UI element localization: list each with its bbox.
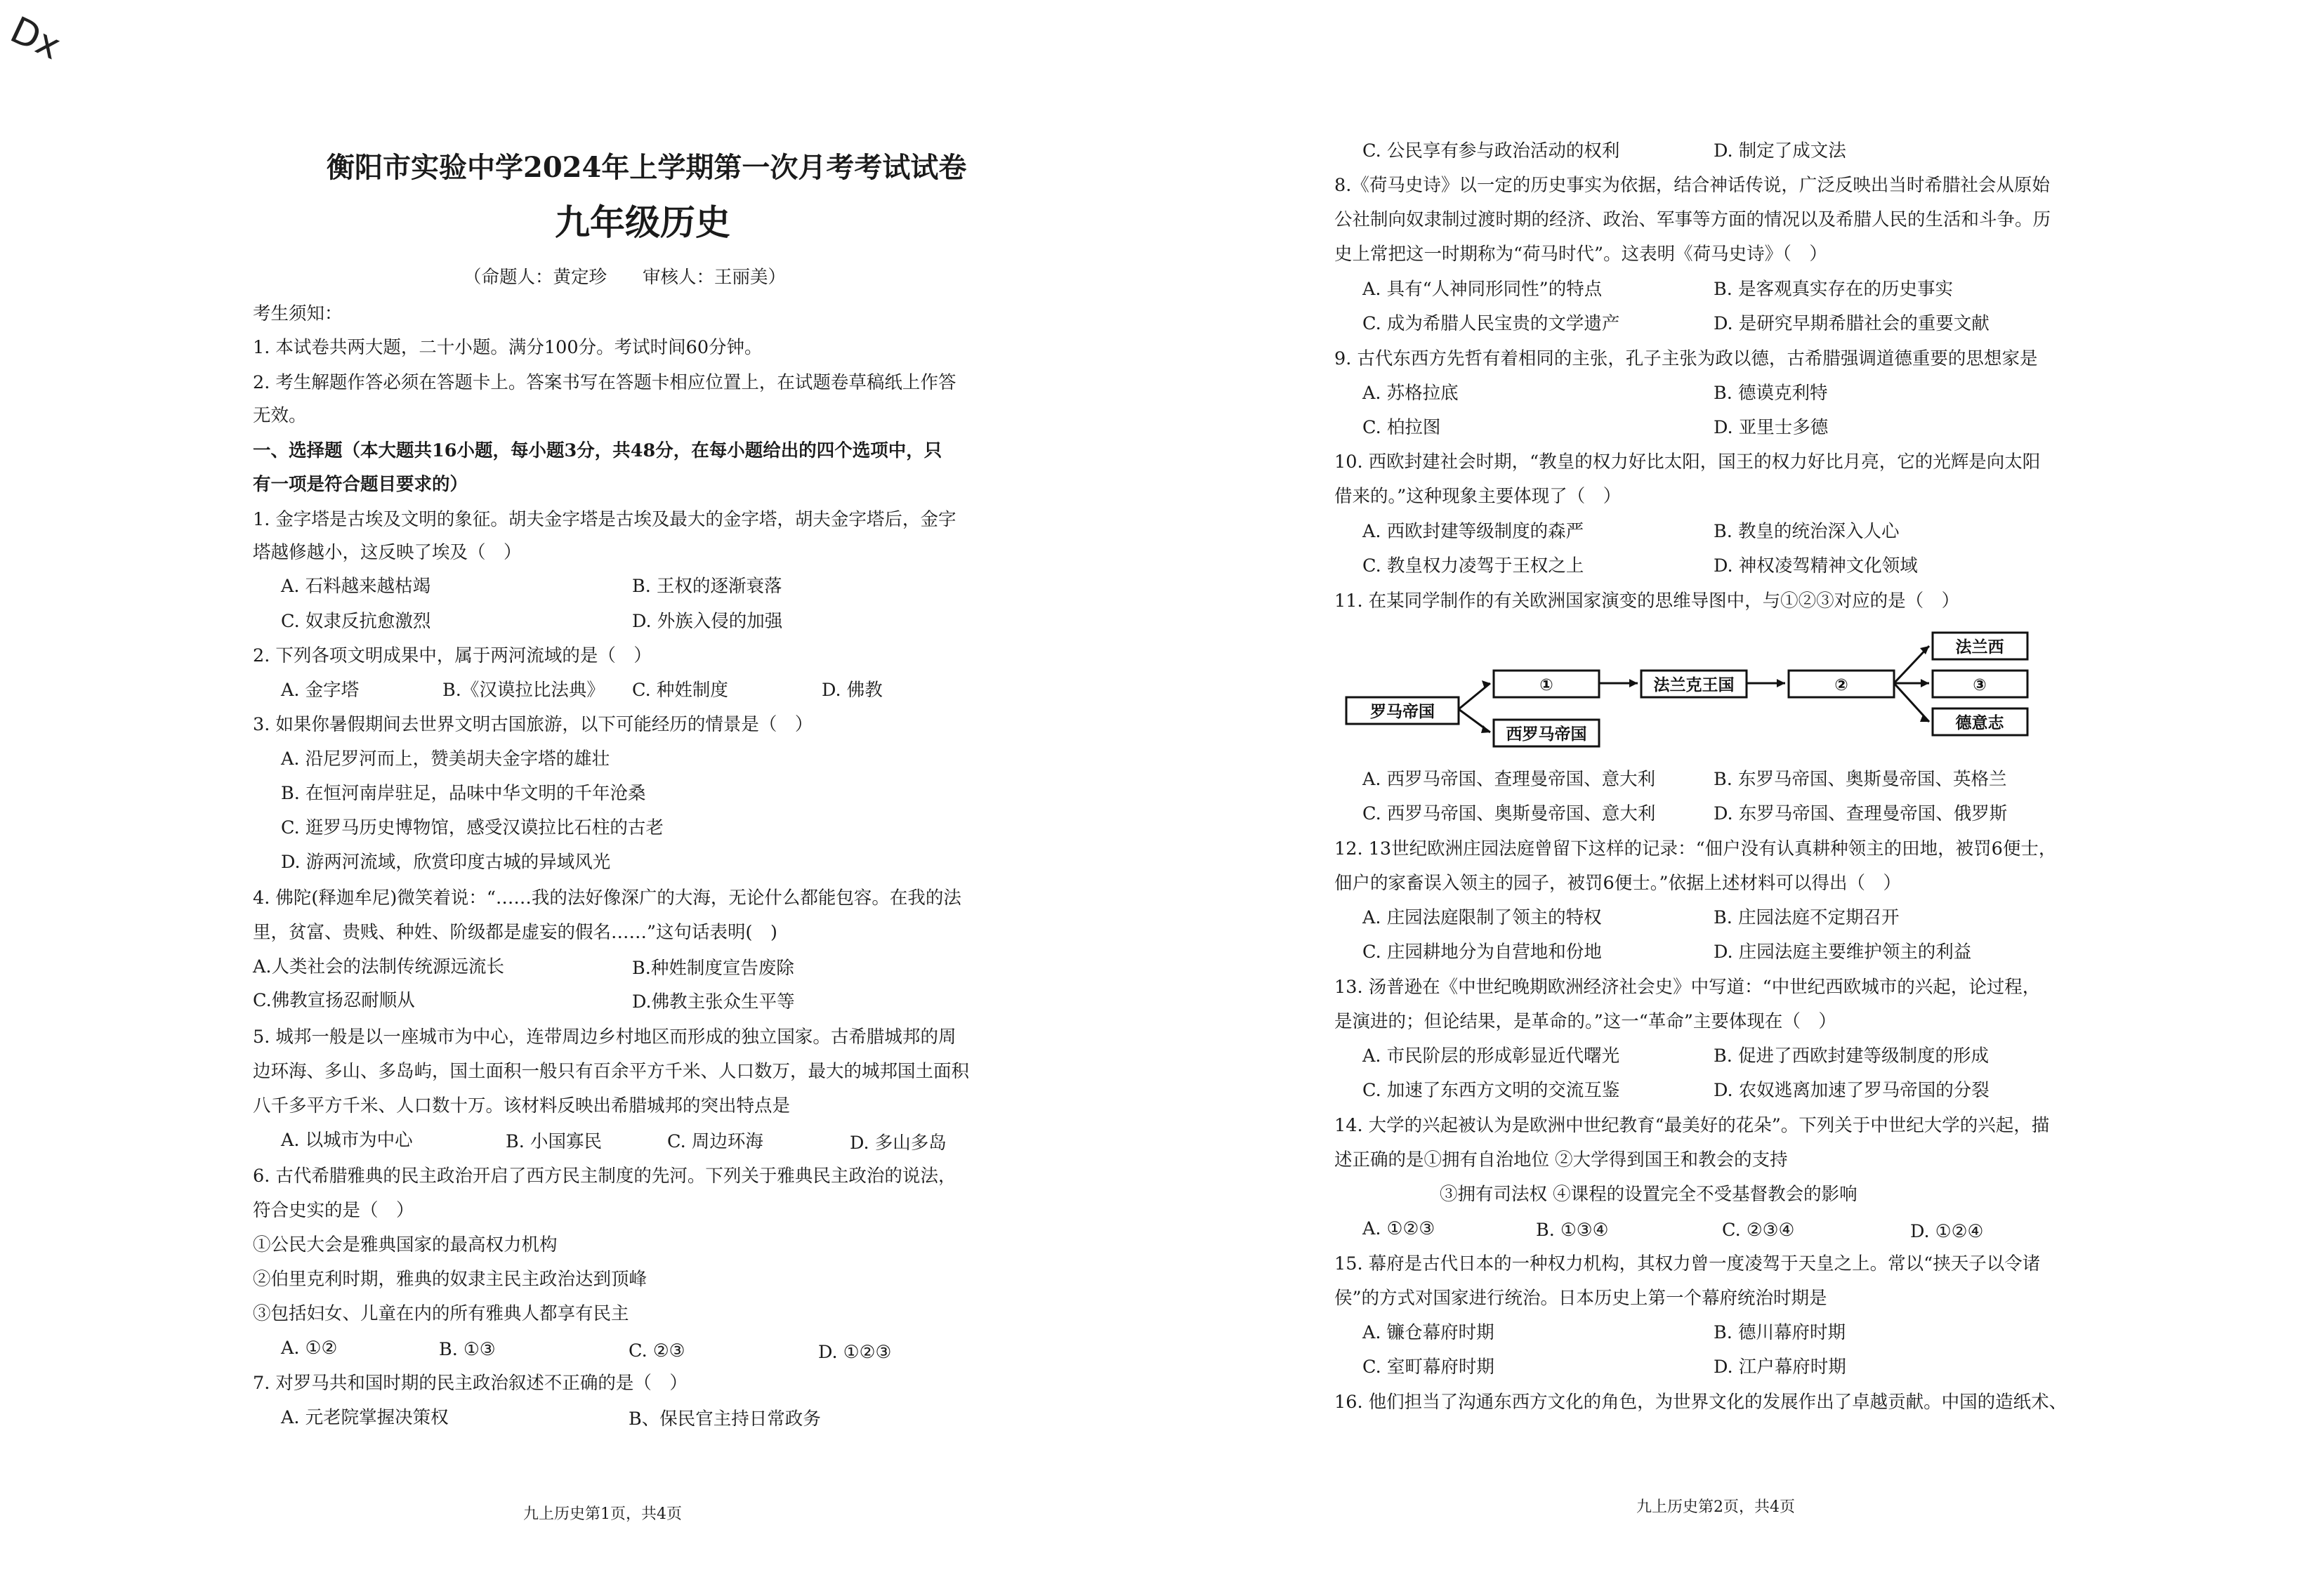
question-15-stem: 15. 幕府是古代日本的一种权力机构，其权力曾一度凌驾于天皇之上。常以“挟天子以令诸 <box>1334 1253 2041 1274</box>
question-5-stem: 八千多平方千米、人口数十万。该材料反映出希腊城邦的突出特点是 <box>253 1095 791 1116</box>
question-4-option-d: D.佛教主张众生平等 <box>632 991 795 1013</box>
map-label-root: 罗马帝国 <box>1370 703 1435 721</box>
question-12-stem: 佃户的家畜误入领主的园子，被罚6便士。”依据上述材料可以得出（ ） <box>1334 873 1902 894</box>
map-label-2: ② <box>1834 676 1848 694</box>
question-7-option-a: A. 元老院掌握决策权 <box>281 1407 449 1428</box>
question-8-option-b: B. 是客观真实存在的历史事实 <box>1714 279 1953 300</box>
question-14-option-c: C. ②③④ <box>1722 1220 1795 1241</box>
map-label-germany: 德意志 <box>1955 714 2004 732</box>
question-6-option-b: B. ①③ <box>439 1339 496 1360</box>
question-6-stem: 符合史实的是（ ） <box>253 1200 414 1221</box>
map-label-frank: 法兰克王国 <box>1653 676 1735 694</box>
question-1-stem: 塔越修越小，这反映了埃及（ ） <box>253 542 522 563</box>
question-3-stem: 3. 如果你暑假期间去世界文明古国旅游，以下可能经历的情景是（ ） <box>253 714 813 735</box>
question-12-stem: 12. 13世纪欧洲庄园法庭曾留下这样的记录：“佃户没有认真耕种领主的田地，被罚6便士， <box>1334 838 2057 859</box>
corner-pen-mark: Dx <box>4 8 67 69</box>
question-13-option-d: D. 农奴逃离加速了罗马帝国的分裂 <box>1714 1080 1990 1101</box>
question-6-stem: 6. 古代希腊雅典的民主政治开启了西方民主制度的先河。下列关于雅典民主政治的说法， <box>253 1166 956 1187</box>
question-14-stem: 述正确的是①拥有自治地位 ②大学得到国王和教会的支持 <box>1334 1149 1788 1170</box>
section-heading: 一、选择题（本大题共16小题，每小题3分，共48分，在每小题给出的四个选项中，只 <box>253 440 942 461</box>
question-1-stem: 1. 金字塔是古埃及文明的象征。胡夫金字塔是古埃及最大的金字塔，胡夫金字塔后，金字 <box>253 509 956 530</box>
question-13-option-b: B. 促进了西欧封建等级制度的形成 <box>1714 1046 1989 1067</box>
question-5-stem: 边环海、多山、多岛屿，国土面积一般只有百余平方千米、人口数万，最大的城邦国土面积 <box>253 1061 970 1082</box>
question-14-stem: ③拥有司法权 ④课程的设置完全不受基督教会的影响 <box>1440 1184 1858 1205</box>
question-15-option-a: A. 镰仓幕府时期 <box>1362 1322 1494 1343</box>
question-11-option-c: C. 西罗马帝国、奥斯曼帝国、意大利 <box>1362 803 1656 824</box>
notice-line: 1. 本试卷共两大题，二十小题。满分100分。考试时间60分钟。 <box>253 337 763 358</box>
question-15-option-c: C. 室町幕府时期 <box>1362 1357 1494 1378</box>
question-4-option-b: B.种姓制度宣告废除 <box>632 958 794 979</box>
question-13-stem: 13. 汤普逊在《中世纪晚期欧洲经济社会史》中写道：“中世纪西欧城市的兴起，论过程， <box>1334 977 2041 998</box>
question-2-option-c: C. 种姓制度 <box>632 680 728 701</box>
map-label-west: 西罗马帝国 <box>1506 725 1587 744</box>
exam-authors: （命题人：黄定珍 审核人：王丽美） <box>463 267 787 288</box>
question-9-stem: 9. 古代东西方先哲有着相同的主张，孔子主张为政以德，古希腊强调道德重要的思想家是 <box>1334 348 2038 369</box>
question-6-statement: ①公民大会是雅典国家的最高权力机构 <box>253 1234 558 1255</box>
question-4-option-a: A.人类社会的法制传统源远流长 <box>253 956 505 977</box>
map-label-3: ③ <box>1973 676 1987 694</box>
question-14-option-d: D. ①②④ <box>1910 1221 1984 1242</box>
question-12-option-b: B. 庄园法庭不定期召开 <box>1714 907 1900 928</box>
question-8-stem: 史上常把这一时期称为“荷马时代”。这表明《荷马史诗》（ ） <box>1334 244 1827 265</box>
question-1-option-b: B. 王权的逐渐衰落 <box>632 576 782 597</box>
map-label-1: ① <box>1539 676 1553 694</box>
question-14-stem: 14. 大学的兴起被认为是欧洲中世纪教育“最美好的花朵”。下列关于中世纪大学的兴起，描 <box>1334 1115 2050 1136</box>
question-15-option-d: D. 江户幕府时期 <box>1714 1357 1846 1378</box>
question-3-option-b: B. 在恒河南岸驻足，品味中华文明的千年沧桑 <box>281 783 646 804</box>
subject-title: 九年级历史 <box>555 202 730 243</box>
question-3-option-a: A. 沿尼罗河而上，赞美胡夫金字塔的雄壮 <box>281 748 610 770</box>
question-3-option-d: D. 游两河流域，欣赏印度古城的异域风光 <box>281 852 611 873</box>
question-9-option-d: D. 亚里士多德 <box>1714 417 1829 438</box>
notice-heading: 考生须知： <box>253 303 343 324</box>
question-14-option-b: B. ①③④ <box>1536 1220 1609 1241</box>
question-8-option-a: A. 具有“人神同形同性”的特点 <box>1362 279 1603 300</box>
question-3-option-c: C. 逛罗马历史博物馆，感受汉谟拉比石柱的古老 <box>281 817 664 838</box>
question-1-option-c: C. 奴隶反抗愈激烈 <box>281 611 431 632</box>
exam-page-2 <box>1160 0 2321 1596</box>
notice-line: 2. 考生解题作答必须在答题卡上。答案书写在答题卡相应位置上，在试题卷草稿纸上作答 <box>253 372 956 393</box>
question-5-option-b: B. 小国寡民 <box>506 1131 602 1152</box>
question-2-option-a: A. 金字塔 <box>281 680 360 701</box>
page-footer: 九上历史第2页，共4页 <box>1636 1498 1795 1516</box>
question-13-option-c: C. 加速了东西方文明的交流互鉴 <box>1362 1080 1620 1101</box>
question-1-option-d: D. 外族入侵的加强 <box>632 611 783 632</box>
question-8-option-d: D. 是研究早期希腊社会的重要文献 <box>1714 313 1990 334</box>
map-label-france: 法兰西 <box>1955 638 2004 657</box>
question-4-stem: 里，贫富、贵贱、种姓、阶级都是虚妄的假名……”这句话表明( ) <box>253 922 777 943</box>
question-13-stem: 是演进的；但论结果，是革命的。”这一“革命”主要体现在（ ） <box>1334 1011 1836 1032</box>
section-heading: 有一项是符合题目要求的） <box>253 474 468 495</box>
exam-title: 衡阳市实验中学2024年上学期第一次月考考试试卷 <box>327 151 967 184</box>
page-footer: 九上历史第1页，共4页 <box>523 1505 682 1523</box>
question-6-option-c: C. ②③ <box>629 1340 685 1361</box>
question-5-option-c: C. 周边环海 <box>667 1131 763 1152</box>
question-15-option-b: B. 德川幕府时期 <box>1714 1322 1846 1343</box>
question-4-option-c: C.佛教宣扬忍耐顺从 <box>253 990 415 1011</box>
question-11-stem: 11. 在某同学制作的有关欧洲国家演变的思维导图中，与①②③对应的是（ ） <box>1334 591 1960 612</box>
question-7-option-d: D. 制定了成文法 <box>1714 140 1846 161</box>
question-2-stem: 2. 下列各项文明成果中，属于两河流域的是（ ） <box>253 645 652 666</box>
question-12-option-d: D. 庄园法庭主要维护领主的利益 <box>1714 942 1972 963</box>
question-8-option-c: C. 成为希腊人民宝贵的文学遗产 <box>1362 313 1620 334</box>
question-8-stem: 公社制向奴隶制过渡时期的经济、政治、军事等方面的情况以及希腊人民的生活和斗争。历 <box>1334 209 2051 230</box>
question-10-stem: 借来的。”这种现象主要体现了（ ） <box>1334 486 1622 507</box>
question-5-option-d: D. 多山多岛 <box>850 1133 947 1154</box>
question-10-stem: 10. 西欧封建社会时期，“教皇的权力好比太阳，国王的权力好比月亮，它的光辉是向太阳 <box>1334 451 2041 473</box>
question-10-option-a: A. 西欧封建等级制度的森严 <box>1362 521 1584 542</box>
question-16-stem: 16. 他们担当了沟通东西方文化的角色，为世界文化的发展作出了卓越贡献。中国的造纸术、 <box>1334 1392 2067 1413</box>
question-6-option-d: D. ①②③ <box>818 1342 892 1363</box>
notice-line: 无效。 <box>253 405 307 426</box>
question-15-stem: 侯”的方式对国家进行统治。日本历史上第一个幕府统治时期是 <box>1334 1288 1827 1309</box>
question-11-mind-map <box>1343 621 2038 755</box>
question-7-option-b: B、保民官主持日常政务 <box>629 1409 821 1430</box>
question-14-option-a: A. ①②③ <box>1362 1218 1435 1239</box>
question-11-option-a: A. 西罗马帝国、查理曼帝国、意大利 <box>1362 769 1656 790</box>
question-9-option-b: B. 德谟克利特 <box>1714 383 1828 404</box>
question-9-option-a: A. 苏格拉底 <box>1362 383 1459 404</box>
question-5-stem: 5. 城邦一般是以一座城市为中心，连带周边乡村地区而形成的独立国家。古希腊城邦的周 <box>253 1027 956 1048</box>
question-2-option-b: B.《汉谟拉比法典》 <box>442 680 605 701</box>
question-11-option-d: D. 东罗马帝国、查理曼帝国、俄罗斯 <box>1714 803 2008 824</box>
question-7-stem: 7. 对罗马共和国时期的民主政治叙述不正确的是（ ） <box>253 1373 688 1394</box>
question-8-stem: 8.《荷马史诗》以一定的历史事实为依据，结合神话传说，广泛反映出当时希腊社会从原始 <box>1334 175 2050 196</box>
question-6-option-a: A. ①② <box>281 1338 338 1359</box>
question-1-option-a: A. 石料越来越枯竭 <box>281 576 431 597</box>
question-6-statement: ③包括妇女、儿童在内的所有雅典人都享有民主 <box>253 1303 629 1324</box>
question-7-option-c: C. 公民享有参与政治活动的权利 <box>1362 140 1620 161</box>
question-9-option-c: C. 柏拉图 <box>1362 417 1441 438</box>
exam-page-1 <box>0 0 1160 1596</box>
question-10-option-d: D. 神权凌驾精神文化领域 <box>1714 555 1918 576</box>
question-5-option-a: A. 以城市为中心 <box>281 1130 413 1151</box>
question-10-option-c: C. 教皇权力凌驾于王权之上 <box>1362 555 1584 576</box>
question-10-option-b: B. 教皇的统治深入人心 <box>1714 521 1900 542</box>
question-4-stem: 4. 佛陀(释迦牟尼)微笑着说：“……我的法好像深广的大海，无论什么都能包容。在我的法 <box>253 888 961 909</box>
question-6-statement: ②伯里克利时期，雅典的奴隶主民主政治达到顶峰 <box>253 1269 647 1290</box>
question-13-option-a: A. 市民阶层的形成彰显近代曙光 <box>1362 1046 1620 1067</box>
question-12-option-a: A. 庄园法庭限制了领主的特权 <box>1362 907 1602 928</box>
question-12-option-c: C. 庄园耕地分为自营地和份地 <box>1362 942 1602 963</box>
question-2-option-d: D. 佛教 <box>822 680 883 701</box>
question-11-option-b: B. 东罗马帝国、奥斯曼帝国、英格兰 <box>1714 769 2007 790</box>
